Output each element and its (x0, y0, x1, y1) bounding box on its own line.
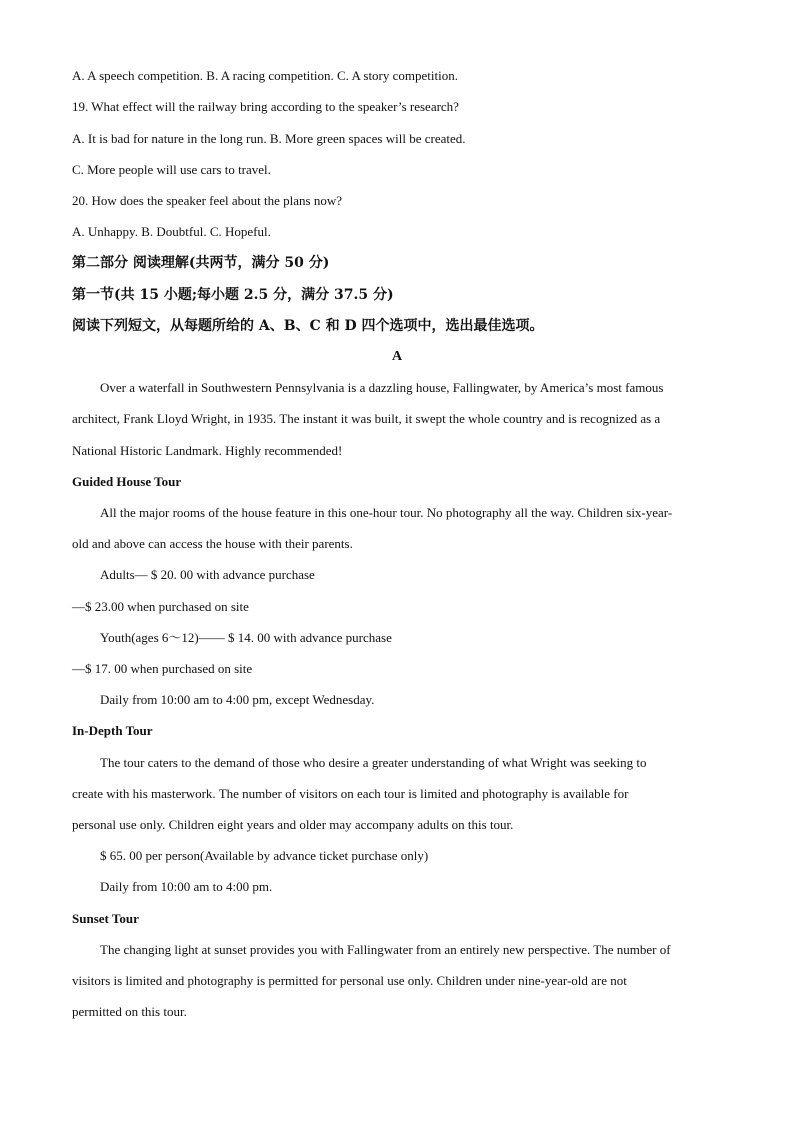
sunset-tour-heading: Sunset Tour (72, 911, 139, 926)
in-depth-desc-line-3: personal use only. Children eight years and older may accompany adults on this tour. (72, 817, 514, 832)
intro-line-2: architect, Frank Lloyd Wright, in 1935. The instant it was built, it swept the whole country and is recognized as a (72, 411, 661, 426)
in-depth-price: $ 65. 00 per person(Available by advance ticket purchase only) (100, 848, 429, 863)
passage-label: A (391, 349, 403, 364)
q19-option-c: C. More people will use cars to travel. (72, 162, 271, 177)
q20-question: 20. How does the speaker feel about the plans now? (72, 193, 343, 208)
intro-line-1: Over a waterfall in Southwestern Pennsylvania is a dazzling house, Fallingwater, by America’s most famous (100, 380, 664, 395)
q20-options: A. Unhappy. B. Doubtful. C. Hopeful. (72, 224, 271, 239)
in-depth-hours: Daily from 10:00 am to 4:00 pm. (100, 879, 273, 894)
guided-desc-line-2: old and above can access the house with their parents. (72, 536, 353, 551)
part-two-title: 第二部分 阅读理解(共两节，满分 50 分) (72, 255, 330, 271)
section-one-title: 第一节(共 15 小题;每小题 2.5 分，满分 37.5 分) (72, 287, 394, 303)
reading-instruction: 阅读下列短文，从每题所给的 A、B、C 和 D 四个选项中，选出最佳选项。 (72, 318, 544, 334)
sunset-desc-line-1: The changing light at sunset provides you with Fallingwater from an entirely new perspective. The number of (100, 942, 671, 957)
guided-desc-line-1: All the major rooms of the house feature in this one-hour tour. No photography all the way. Children six-year- (100, 505, 673, 520)
in-depth-desc-line-1: The tour caters to the demand of those who desire a greater understanding of what Wright was seeking to (100, 755, 647, 770)
q19-question: 19. What effect will the railway bring according to the speaker’s research? (72, 99, 459, 114)
q18-options: A. A speech competition. B. A racing competition. C. A story competition. (72, 68, 458, 83)
guided-price-adults: Adults— $ 20. 00 with advance purchase (100, 567, 315, 582)
in-depth-tour-heading: In-Depth Tour (72, 723, 153, 738)
guided-price-youth-site: —$ 17. 00 when purchased on site (72, 661, 253, 676)
guided-price-adults-site: —$ 23.00 when purchased on site (72, 599, 249, 614)
guided-price-youth: Youth(ages 6～12)—— $ 14. 00 with advance purchase (100, 630, 392, 645)
sunset-desc-line-3: permitted on this tour. (72, 1004, 187, 1019)
sunset-desc-line-2: visitors is limited and photography is permitted for personal use only. Children under nine-year-old are not (72, 973, 627, 988)
guided-tour-heading: Guided House Tour (72, 474, 182, 489)
in-depth-desc-line-2: create with his masterwork. The number of visitors on each tour is limited and photography is available for (72, 786, 629, 801)
q19-options-ab: A. It is bad for nature in the long run. B. More green spaces will be created. (72, 131, 466, 146)
guided-hours: Daily from 10:00 am to 4:00 pm, except Wednesday. (100, 692, 375, 707)
intro-line-3: National Historic Landmark. Highly recommended! (72, 443, 343, 458)
